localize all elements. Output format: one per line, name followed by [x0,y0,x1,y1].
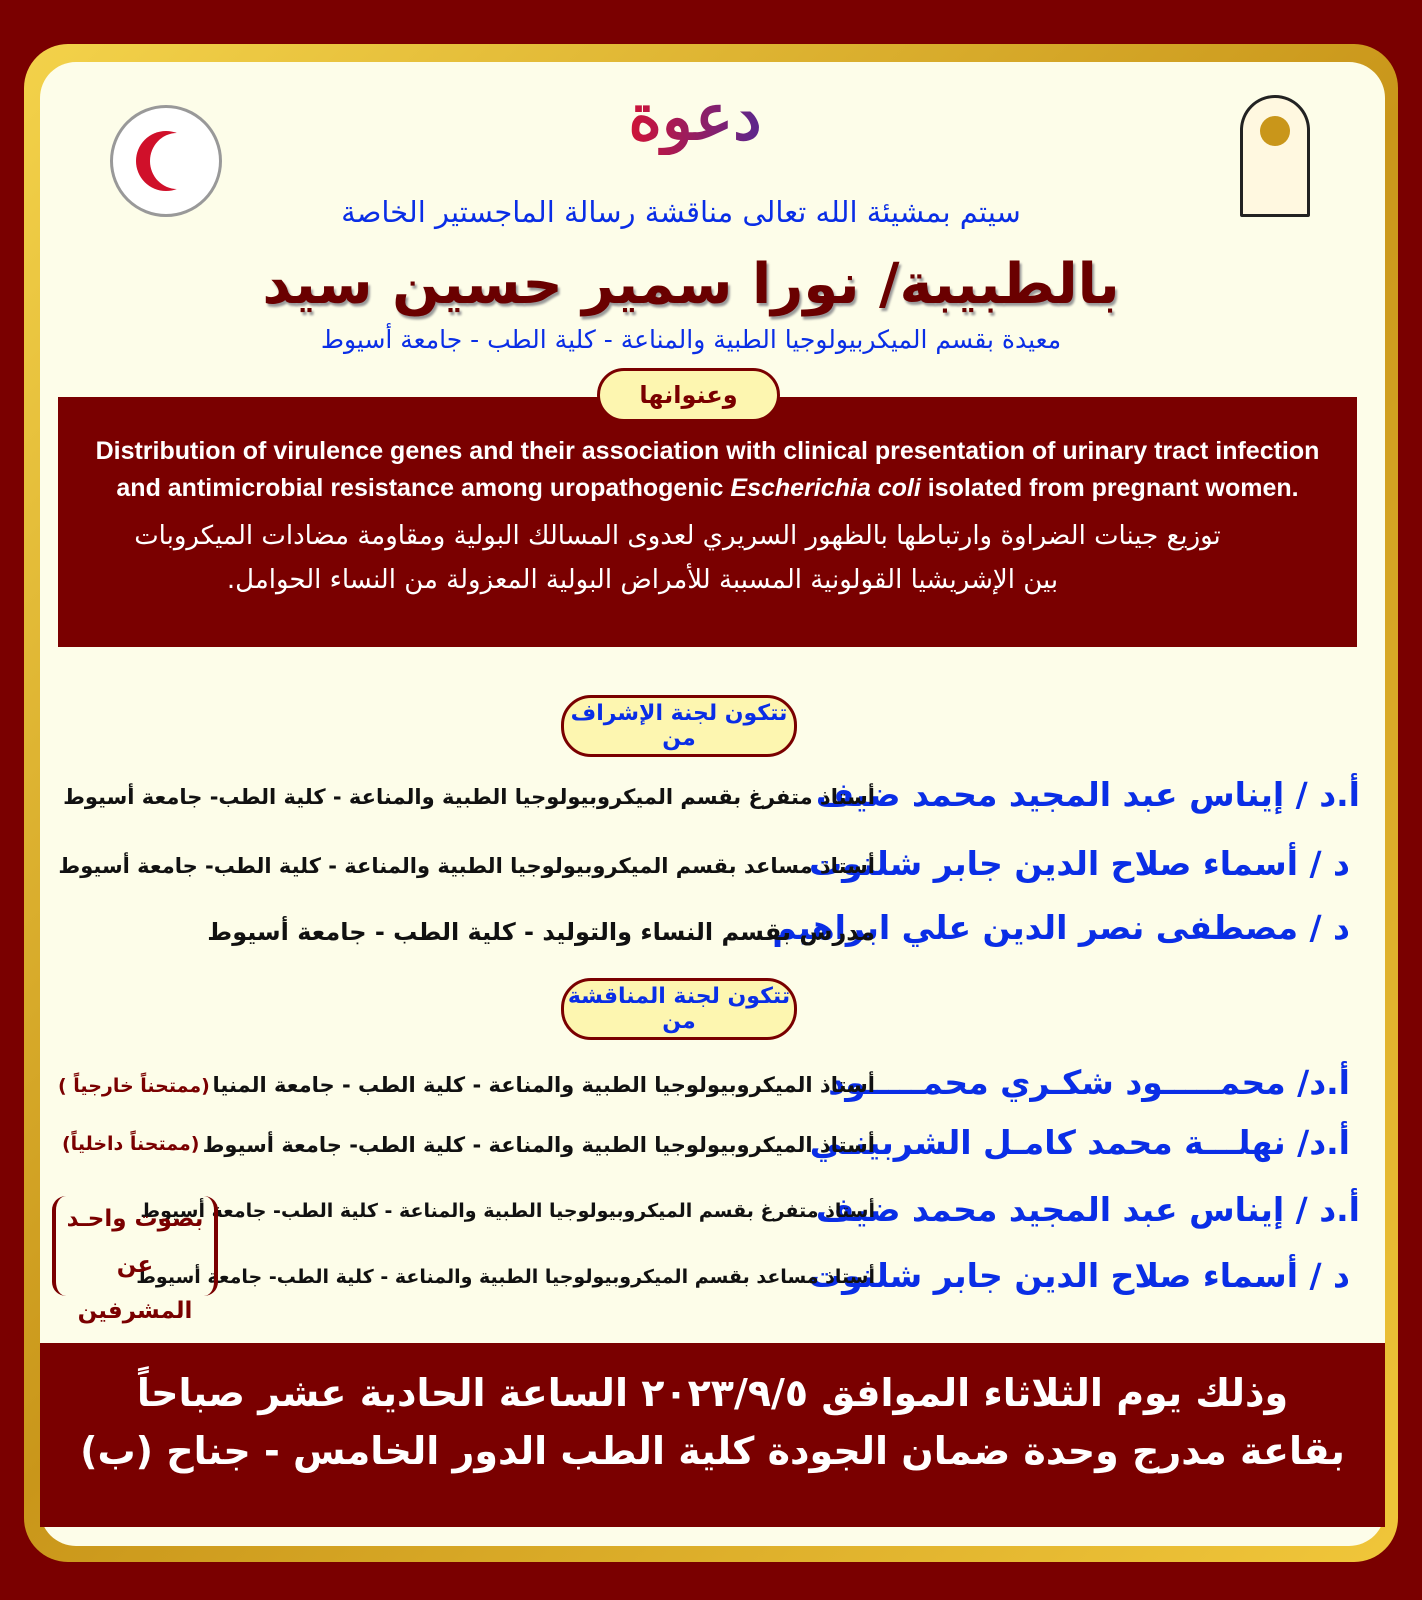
member-name: أ.د / إيناس عبد المجيد محمد ضيف [815,1190,1360,1229]
examiner-note: (ممتحناً داخلياً) [62,1133,200,1155]
member-desc: أستاذ متفرغ بقسم الميكروبيولوجيا الطبية والمناعة - كلية الطب- جامعة أسيوط [63,785,875,809]
thesis-title-en-2 [58,474,1357,503]
supervisor-row [0,775,1422,825]
member-name: د / مصطفى نصر الدين علي ابراهيم [772,908,1350,947]
member-desc: أستاذ الميكروبيولوجيا الطبية والمناعة - كلية الطب - جامعة المنيا [212,1073,875,1097]
intro-line: سيتم بمشيئة الله تعالى مناقشة رسالة الماجستير الخاصة [341,195,1021,229]
date-time-line: وذلك يوم الثلاثاء الموافق ٢٠٢٣/٩/٥ الساعة الحادية عشر صباحاً [136,1371,1289,1415]
joint-vote-note [52,1196,218,1324]
candidate-name: بالطبيبة/ نورا سمير حسين سيد [262,252,1120,317]
examiner-row [0,1063,1422,1113]
member-desc: أستاذ مساعد بقسم الميكروبيولوجيا الطبية والمناعة - كلية الطب- جامعة أسيوط [58,854,875,878]
red-crescent-icon [136,131,196,191]
joint-note-line2: عن المشرفين [77,1252,193,1324]
member-desc: مدرس بقسم النساء والتوليد - كلية الطب - جامعة أسيوط [207,918,875,946]
date-venue-footer [40,1337,1385,1527]
thesis-title-ar-1: توزيع جينات الضراوة وارتباطها بالظهور السريري لعدوى المسالك البولية ومقاومة مضادات الميكروبات [134,521,1221,551]
invitation-title: دعوة [610,80,780,155]
supervisor-row [0,908,1422,958]
thesis-label-pill: وعنوانها [597,368,780,422]
member-name: د / أسماء صلاح الدين جابر شلتوت [809,1256,1350,1295]
supervisor-row [0,844,1422,894]
species-name: Escherichia coli [730,474,921,502]
examiners-label-pill: تتكون لجنة المناقشة من [561,978,797,1040]
thesis-title-box [58,397,1357,647]
member-name: د / أسماء صلاح الدين جابر شلتوت [809,844,1350,883]
examiner-row [0,1123,1422,1173]
thesis-title-en-2a: and antimicrobial resistance among uropathogenic [116,474,731,502]
supervisors-label-pill: تتكون لجنة الإشراف من [561,695,797,757]
member-name: أ.د / إيناس عبد المجيد محمد ضيف [815,775,1360,814]
examiner-note: (ممتحناً خارجياً ) [58,1075,210,1097]
member-desc: أستاذ الميكروبيولوجيا الطبية والمناعة - كلية الطب- جامعة أسيوط [202,1133,875,1157]
joint-note-line1: بصوت واحـد [66,1206,204,1232]
thesis-title-ar-2: بين الإشريشيا القولونية المسببة للأمراض البولية المعزولة من النساء الحوامل. [226,565,1059,595]
member-name: أ.د/ محمـــــود شكـري محمـــــود [828,1063,1350,1102]
member-desc: أستاذ متفرغ بقسم الميكروبيولوجيا الطبية والمناعة - كلية الطب- جامعة أسيوط [140,1200,875,1222]
candidate-position: معيدة بقسم الميكربيولوجيا الطبية والمناعة - كلية الطب - جامعة أسيوط [320,325,1062,354]
venue-line: بقاعة مدرج وحدة ضمان الجودة كلية الطب الدور الخامس - جناح (ب) [80,1429,1345,1473]
member-desc: أستاذ مساعد بقسم الميكروبيولوجيا الطبية والمناعة - كلية الطب- جامعة أسيوط [136,1266,875,1288]
sun-icon [1260,116,1290,146]
member-name: أ.د/ نهلـــة محمد كامـل الشربينـي [809,1123,1350,1162]
thesis-title-en-1: Distribution of virulence genes and their association with clinical presentation of urinary tract infection [95,437,1320,465]
thesis-title-en-2b: isolated from pregnant women. [920,474,1299,502]
